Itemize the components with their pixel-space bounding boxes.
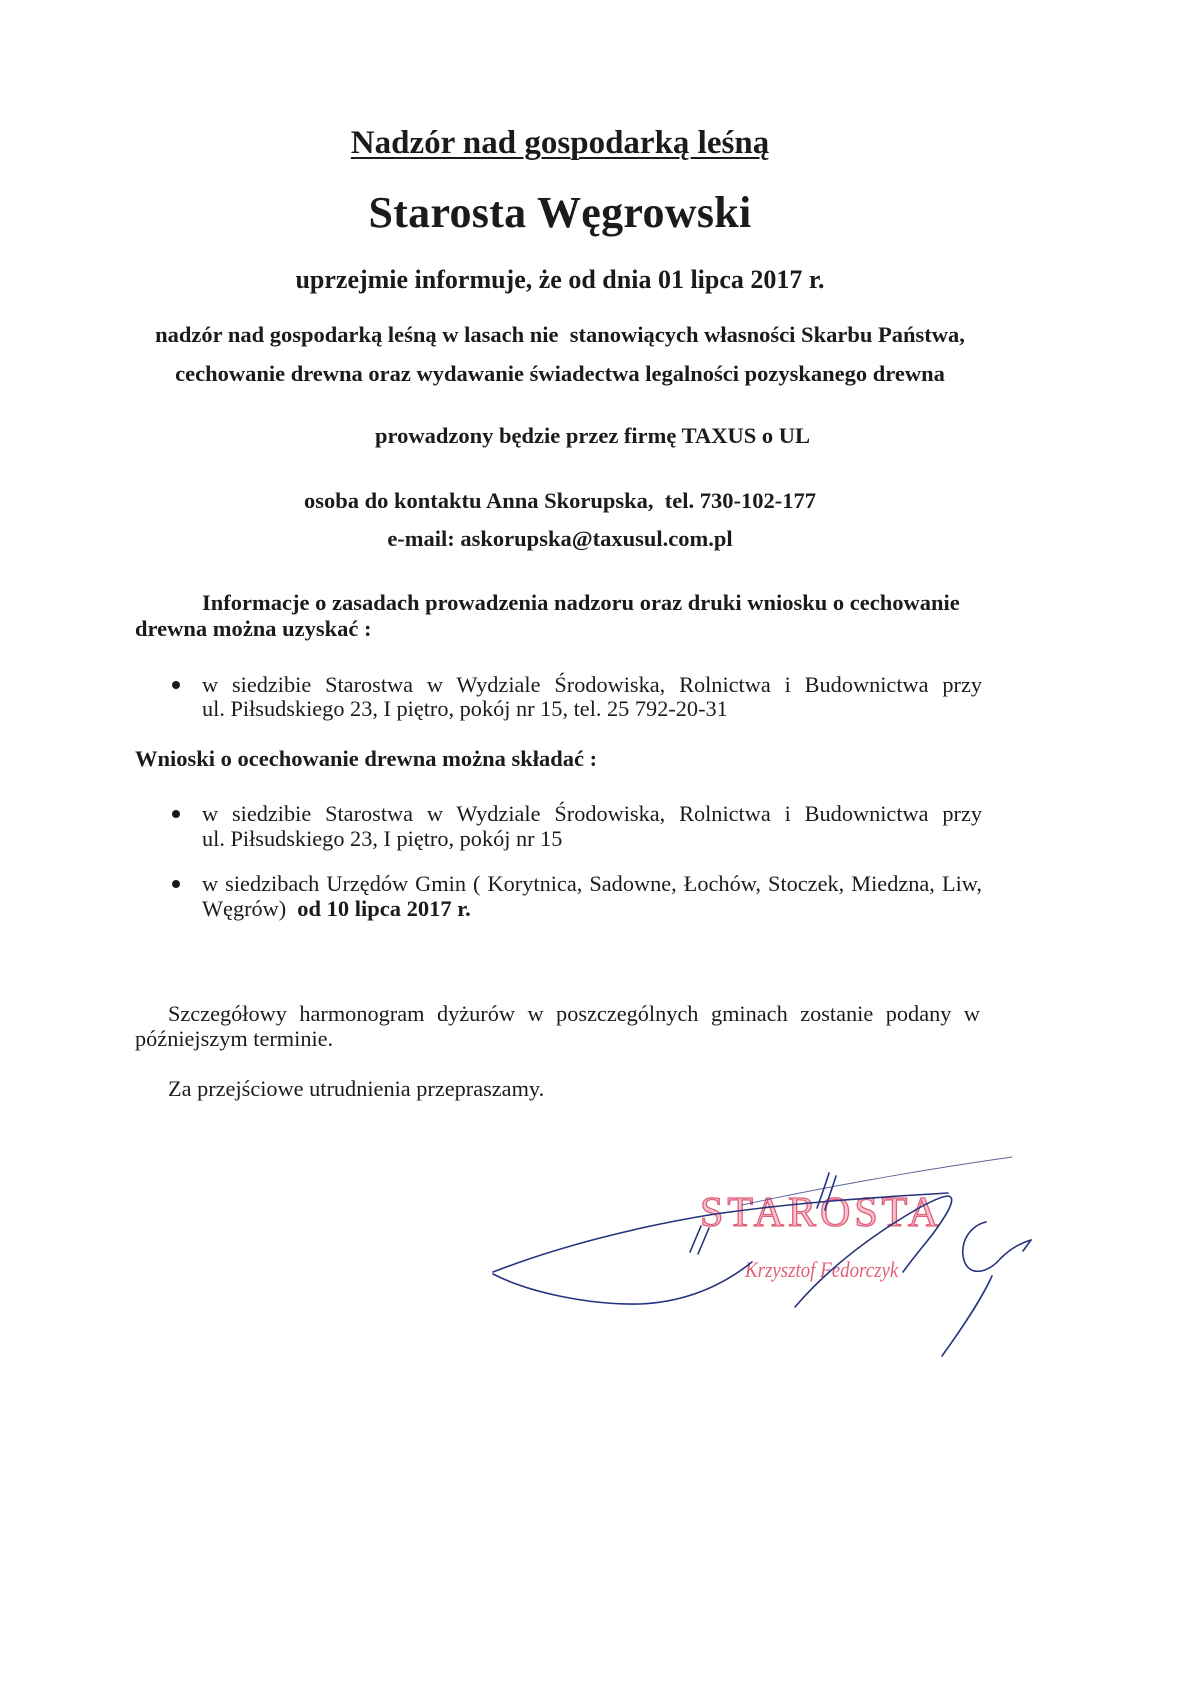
bullet-icon xyxy=(172,810,180,818)
information-intro-line: drewna można uzyskać : xyxy=(135,616,372,641)
signature-stroke xyxy=(698,1228,709,1254)
authority-name: Starosta Węgrowski xyxy=(368,188,752,237)
schedule-line: późniejszym terminie. xyxy=(135,1026,334,1051)
information-intro-line: Informacje o zasadach prowadzenia nadzoru oraz druki wniosku o cechowanie xyxy=(202,590,960,615)
contact-person-line: osoba do kontaktu Anna Skorupska, tel. 730-102-177 xyxy=(303,488,816,513)
bullet-icon xyxy=(172,681,180,689)
signature xyxy=(480,1140,1040,1370)
bullet-icon xyxy=(172,880,180,888)
signature-stroke xyxy=(493,1262,752,1304)
apology-line: Za przejściowe utrudnienia przepraszamy. xyxy=(168,1076,545,1101)
location-line: w siedzibie Starostwa w Wydziale Środowiska, Rolnictwa i Budownictwa przy xyxy=(202,801,982,826)
signature-stroke xyxy=(795,1196,952,1307)
stamp-title: STAROSTA xyxy=(700,1190,943,1236)
stamp-name: Krzysztof Fedorczyk xyxy=(745,1257,899,1282)
location-line: w siedzibie Starostwa w Wydziale Środowiska, Rolnictwa i Budownictwa przy xyxy=(202,672,982,697)
location-line xyxy=(202,894,471,924)
location-line: ul. Piłsudskiego 23, I piętro, pokój nr 15 xyxy=(202,826,563,851)
location-line: ul. Piłsudskiego 23, I piętro, pokój nr 15, tel. 25 792-20-31 xyxy=(202,696,728,721)
notice-title: Nadzór nad gospodarką leśną xyxy=(350,125,770,161)
provider-line: prowadzony będzie przez firmę TAXUS o UL xyxy=(375,423,810,448)
announcement-line: uprzejmie informuje, że od dnia 01 lipca 2017 r. xyxy=(295,265,825,294)
signature-stroke xyxy=(963,1222,1031,1271)
scope-line: nadzór nad gospodarką leśną w lasach nie stanowiących własności Skarbu Państwa, xyxy=(155,322,965,347)
signature-stroke xyxy=(942,1276,992,1356)
applications-heading: Wnioski o ocechowanie drewna można składać : xyxy=(135,746,598,771)
scope-line: cechowanie drewna oraz wydawanie świadectwa legalności pozyskanego drewna xyxy=(175,361,945,386)
contact-email-line: e-mail: askorupska@taxusul.com.pl xyxy=(387,526,733,551)
location-text: Węgrów) xyxy=(202,896,287,921)
signature-stroke xyxy=(690,1226,701,1252)
schedule-line: Szczegółowy harmonogram dyżurów w poszczególnych gminach zostanie podany w xyxy=(168,1001,980,1026)
location-line: w siedzibach Urzędów Gmin ( Korytnica, Sadowne, Łochów, Stoczek, Miedzna, Liw, xyxy=(202,871,982,896)
start-date: od 10 lipca 2017 r. xyxy=(297,896,471,921)
